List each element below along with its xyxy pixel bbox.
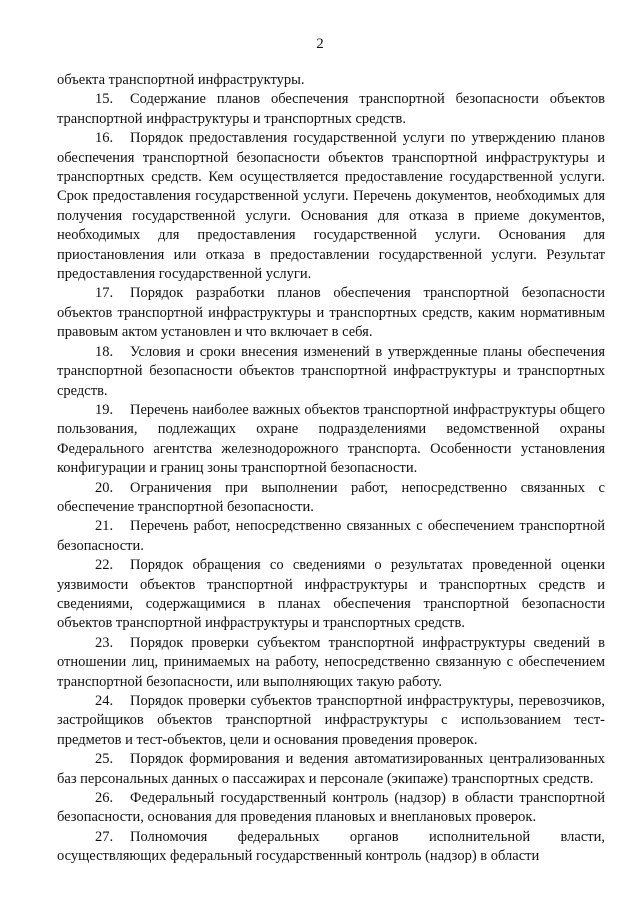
paragraph-text: Федеральный государственный контроль (надзор) в области транспортной безопасности, основания для проведения плановых и внеплановых проверок. — [57, 790, 605, 826]
paragraph-16 — [57, 129, 605, 284]
paragraph-27 — [57, 828, 605, 867]
document-body — [57, 71, 605, 867]
paragraph-17 — [57, 284, 605, 342]
paragraph-number: 19. — [95, 401, 114, 418]
paragraph-text: объекта транспортной инфраструктуры. — [57, 72, 305, 88]
paragraph-text: Перечень наиболее важных объектов транспортной инфраструктуры общего пользования, подлежащих охране подразделениями ведомственной охраны Федерального агентства железнодорожного транспорта. Особенности установления конфигурации и границ зоны транспортной безопасности. — [57, 401, 605, 477]
paragraph-text: Перечень работ, непосредственно связанных с обеспечением транспортной безопасности. — [57, 518, 605, 554]
paragraph-text: Ограничения при выполнении работ, непосредственно связанных с обеспечение транспортной безопасности. — [57, 479, 605, 515]
paragraph-24 — [57, 692, 605, 750]
paragraph-number: 27. — [95, 828, 114, 845]
paragraph-22 — [57, 556, 605, 634]
paragraph-number: 21. — [95, 518, 114, 535]
paragraph-text: Порядок обращения со сведениями о результатах проведенной оценки уязвимости объектов транспортной инфраструктуры и транспортных средств и сведениями, содержащимися в планах обеспечения транспортной безопасности объектов транспортной инфраструктуры и транспортных средств. — [57, 557, 605, 632]
paragraph-number: 22. — [95, 557, 114, 574]
paragraph-text: Порядок разработки планов обеспечения транспортной безопасности объектов транспортной инфраструктуры и транспортных средств, каким нормативным правовым актом установлен и что включает в себя. — [57, 285, 605, 341]
paragraph-20 — [57, 479, 605, 518]
paragraph-23 — [57, 634, 605, 692]
paragraph-15 — [57, 90, 605, 129]
paragraph-text: Порядок предоставления государственной услуги по утверждению планов обеспечения транспортной безопасности объектов транспортной инфраструктуры и транспортных средств. Кем осуществляется предоставление государственной услуги. Срок предоставления государственной услуги. Перечень документов, необходимых для получения государственной услуги. Основания для отказа в приеме документов, необходимых для предоставления государственной услуги. Основания для приостановления или отказа в предоставлении государственной услуги. Результат предоставления государственной услуги. — [57, 130, 605, 283]
paragraph-number: 17. — [95, 285, 114, 302]
paragraph-number: 23. — [95, 634, 114, 651]
paragraph-25 — [57, 750, 605, 789]
paragraph-text: Содержание планов обеспечения транспортной безопасности объектов транспортной инфраструктуры и транспортных средств. — [57, 91, 605, 127]
paragraph-number: 18. — [95, 343, 114, 360]
paragraph-number: 25. — [95, 751, 114, 768]
paragraph-21 — [57, 517, 605, 556]
paragraph-number: 26. — [95, 790, 114, 807]
paragraph-text: Полномочия федеральных органов исполнительной власти, осуществляющих федеральный государственный контроль (надзор) в области — [57, 828, 605, 865]
paragraph-18 — [57, 343, 605, 401]
paragraph-text: Порядок проверки субъектов транспортной инфраструктуры, перевозчиков, застройщиков объектов транспортной инфраструктуры с использованием тест-предметов и тест-объектов, цели и основания проведения проверок. — [57, 693, 605, 748]
paragraph-number: 20. — [95, 479, 114, 496]
paragraph-text: Порядок проверки субъектом транспортной инфраструктуры сведений в отношении лиц, принимаемых на работу, непосредственно связанную с обеспечением транспортной безопасности, или выполняющих такую работу. — [57, 634, 605, 690]
paragraph-text: Условия и сроки внесения изменений в утвержденные планы обеспечения транспортной безопасности объектов транспортной инфраструктуры и транспортных средств. — [57, 343, 605, 399]
paragraph-26 — [57, 789, 605, 828]
paragraph-number: 24. — [95, 693, 114, 709]
paragraph-number: 16. — [95, 130, 114, 147]
paragraph-19 — [57, 401, 605, 479]
paragraph-continuation — [57, 71, 605, 90]
page-number: 2 — [316, 36, 324, 52]
paragraph-text: Порядок формирования и ведения автоматизированных централизованных баз персональных данных о пассажирах и персонале (экипаже) транспортных средств. — [57, 751, 605, 787]
paragraph-number: 15. — [95, 91, 114, 108]
